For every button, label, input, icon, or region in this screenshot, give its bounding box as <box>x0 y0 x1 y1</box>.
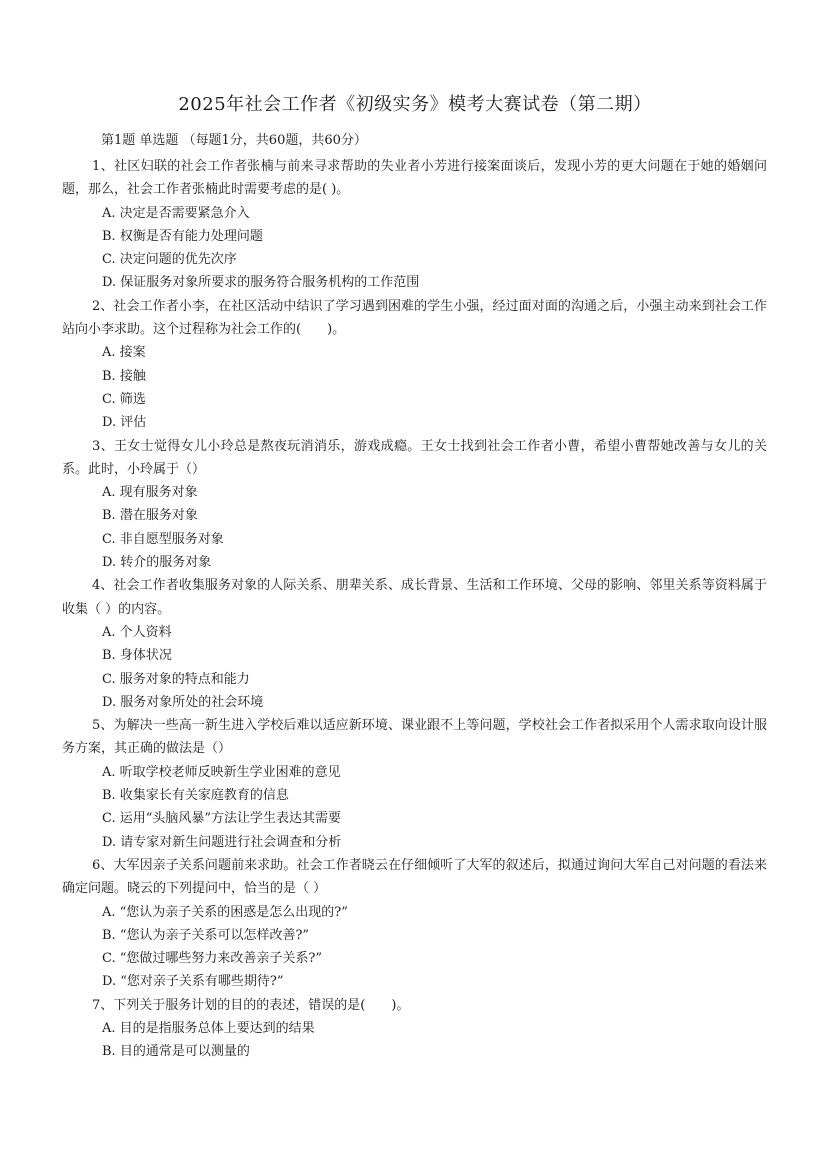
answer-option: B. 身体状况 <box>102 648 172 664</box>
question-stem: 4、社会工作者收集服务对象的人际关系、朋辈关系、成长背景、生活和工作环境、父母的影响、邻里关系等资料属于收集（ ）的内容。 <box>62 578 767 617</box>
answer-option: B. 收集家长有关家庭教育的信息 <box>102 788 289 804</box>
answer-option: A. “您认为亲子关系的困惑是怎么出现的?” <box>102 904 348 920</box>
answer-option: A. 个人资料 <box>102 624 172 640</box>
answer-option: B. 接触 <box>102 368 146 384</box>
question-stem: 7、下列关于服务计划的目的的表述，错误的是( )。 <box>92 997 410 1013</box>
answer-option: A. 现有服务对象 <box>102 485 198 501</box>
question-stem: 2、社会工作者小李，在社区活动中结识了学习遇到困难的学生小强，经过面对面的沟通之后，小强主动来到社会工作站向小李求助。这个过程称为社会工作的( )。 <box>62 298 767 338</box>
answer-option: B. “您认为亲子关系可以怎样改善?” <box>102 927 310 943</box>
question-5 <box>62 714 767 854</box>
answer-option: C. 非自愿型服务对象 <box>102 531 224 547</box>
answer-option: D. 转介的服务对象 <box>102 555 212 571</box>
answer-option: B. 目的通常是可以测量的 <box>102 1044 250 1060</box>
question-stem: 1、社区妇联的社会工作者张楠与前来寻求帮助的失业者小芳进行接案面谈后，发现小芳的更大问题在于她的婚姻问题，那么，社会工作者张楠此时需要考虑的是( )。 <box>62 159 767 198</box>
question-2 <box>62 295 767 435</box>
question-stem: 6、大军因亲子关系问题前来求助。社会工作者晓云在仔细倾听了大军的叙述后，拟通过询问大军自己对问题的看法来确定问题。晓云的下列提问中，恰当的是（ ） <box>62 857 767 897</box>
answer-option: C. 服务对象的特点和能力 <box>102 671 250 687</box>
answer-option: C. 筛选 <box>102 391 146 407</box>
answer-option: C. 决定问题的优先次序 <box>102 252 237 268</box>
question-4 <box>62 574 767 714</box>
question-3 <box>62 435 767 575</box>
answer-option: D. 保证服务对象所要求的服务符合服务机构的工作范围 <box>102 275 420 291</box>
question-stem: 5、为解决一些高一新生进入学校后难以适应新环境、课业跟不上等问题，学校社会工作者拟采用个人需求取向设计服务方案，其正确的做法是（） <box>62 718 767 757</box>
question-1 <box>62 155 767 295</box>
answer-option: D. “您对亲子关系有哪些期待?” <box>102 974 284 990</box>
answer-option: B. 潜在服务对象 <box>102 508 198 524</box>
answer-option: D. 服务对象所处的社会环境 <box>102 694 264 710</box>
question-list <box>62 155 767 1064</box>
answer-option: B. 权衡是否有能力处理问题 <box>102 228 263 244</box>
answer-option: A. 听取学校老师反映新生学业困难的意见 <box>102 764 341 780</box>
answer-option: C. 运用“头脑风暴”方法让学生表达其需要 <box>102 811 342 827</box>
page-title: 2025年社会工作者《初级实务》模考大赛试卷（第二期） <box>178 94 652 115</box>
question-7 <box>62 994 767 1064</box>
answer-option: C. “您做过哪些努力来改善亲子关系?” <box>102 951 323 967</box>
answer-option: A. 目的是指服务总体上要达到的结果 <box>102 1020 315 1036</box>
answer-option: D. 请专家对新生问题进行社会调查和分析 <box>102 834 342 850</box>
question-stem: 3、王女士觉得女儿小玲总是熬夜玩消消乐，游戏成瘾。王女士找到社会工作者小曹，希望小曹帮她改善与女儿的关系。此时，小玲属于（） <box>62 438 767 477</box>
answer-option: D. 评估 <box>102 415 147 431</box>
question-6 <box>62 854 767 994</box>
section-header: 第1题 单选题 （每题1分，共60题，共60分） <box>101 133 367 148</box>
answer-option: A. 决定是否需要紧急介入 <box>102 205 250 221</box>
answer-option: A. 接案 <box>102 345 146 361</box>
